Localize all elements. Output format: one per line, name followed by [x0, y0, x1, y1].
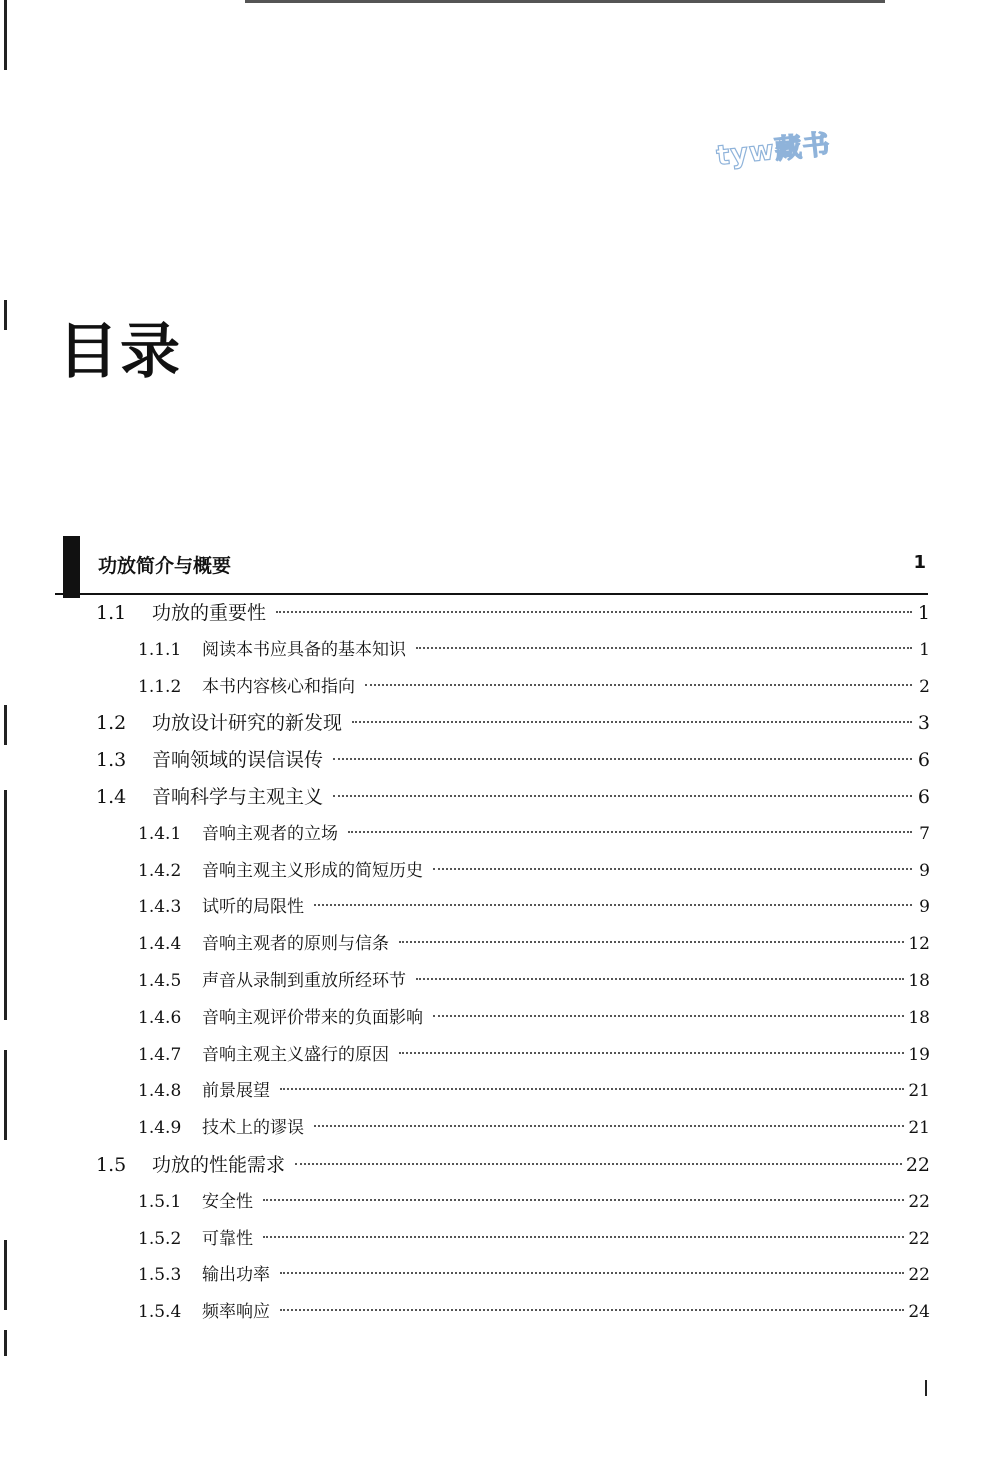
toc-section-entry[interactable] [96, 784, 930, 810]
toc-section-entry[interactable] [96, 600, 930, 626]
toc-entry-number: 1.4.7 [138, 1045, 182, 1065]
toc-entry-page: 7 [919, 824, 930, 844]
toc-entry-title: 可靠性 [202, 1229, 253, 1249]
toc-leader-dots [399, 1052, 904, 1054]
toc-entry-number: 1.4.4 [138, 934, 182, 954]
toc-subsection-entry[interactable] [138, 1042, 930, 1068]
chapter-page-number: 1 [913, 552, 926, 573]
toc-entry-page: 19 [908, 1045, 930, 1065]
toc-section-entry[interactable] [96, 710, 930, 736]
toc-leader-dots [433, 1015, 904, 1017]
toc-entry-page: 1 [919, 640, 930, 660]
toc-subsection-entry[interactable] [138, 1262, 930, 1288]
toc-entry-title: 音响主观者的立场 [202, 824, 338, 844]
toc-subsection-entry[interactable] [138, 1115, 930, 1141]
toc-leader-dots [333, 795, 912, 797]
toc-entry-title: 输出功率 [202, 1265, 270, 1285]
toc-leader-dots [280, 1088, 904, 1090]
toc-entry-title: 本书内容核心和指向 [202, 677, 355, 697]
toc-subsection-entry[interactable] [138, 1189, 930, 1215]
toc-entry-page: 18 [908, 971, 930, 991]
toc-leader-dots [280, 1272, 904, 1274]
toc-entry-title: 试听的局限性 [202, 897, 304, 917]
toc-entry-title: 音响主观者的原则与信条 [202, 934, 389, 954]
toc-leader-dots [314, 1125, 904, 1127]
toc-entry-title: 音响主观评价带来的负面影响 [202, 1008, 423, 1028]
toc-subsection-entry[interactable] [138, 1005, 930, 1031]
toc-entry-page: 22 [908, 1192, 930, 1212]
toc-subsection-entry[interactable] [138, 1226, 930, 1252]
toc-entry-number: 1.4.9 [138, 1118, 182, 1138]
toc-entry-number: 1.5.4 [138, 1302, 182, 1322]
toc-entry-number: 1.5.1 [138, 1192, 182, 1212]
toc-entry-page: 12 [908, 934, 930, 954]
toc-entry-title: 功放的重要性 [152, 602, 267, 624]
toc-subsection-entry[interactable] [138, 821, 930, 847]
toc-subsection-entry[interactable] [138, 674, 930, 700]
toc-leader-dots [365, 684, 912, 686]
toc-entry-number: 1.4.8 [138, 1081, 182, 1101]
toc-leader-dots [295, 1163, 902, 1165]
toc-leader-dots [399, 941, 904, 943]
toc-entry-page: 9 [919, 897, 930, 917]
toc-entry-title: 音响主观主义盛行的原因 [202, 1045, 389, 1065]
toc-leader-dots [333, 758, 912, 760]
toc-entry-page: 21 [908, 1118, 930, 1138]
toc-entry-title: 音响科学与主观主义 [152, 786, 324, 808]
page-marker [925, 1380, 927, 1396]
toc-subsection-entry[interactable] [138, 637, 930, 663]
toc-subsection-entry[interactable] [138, 931, 930, 957]
toc-leader-dots [314, 904, 912, 906]
toc-entry-title: 音响主观主义形成的简短历史 [202, 861, 423, 881]
toc-entry-number: 1.1.1 [138, 640, 182, 660]
watermark-stamp: tyw藏书 [715, 129, 833, 172]
toc-entry-number: 1.1 [96, 602, 127, 624]
toc-section-entry[interactable] [96, 1152, 930, 1178]
toc-entry-number: 1.4.5 [138, 971, 182, 991]
toc-subsection-entry[interactable] [138, 858, 930, 884]
toc-leader-dots [276, 611, 912, 613]
toc-leader-dots [416, 647, 912, 649]
toc-entry-page: 2 [919, 677, 930, 697]
toc-entry-page: 22 [905, 1154, 930, 1176]
toc-entry-number: 1.4.3 [138, 897, 182, 917]
toc-entry-title: 声音从录制到重放所经环节 [202, 971, 406, 991]
toc-entry-title: 频率响应 [202, 1302, 270, 1322]
toc-subsection-entry[interactable] [138, 894, 930, 920]
toc-entry-title: 阅读本书应具备的基本知识 [202, 640, 406, 660]
toc-leader-dots [263, 1236, 904, 1238]
toc-entry-title: 技术上的谬误 [202, 1118, 304, 1138]
toc-entry-number: 1.5 [96, 1154, 127, 1176]
chapter-title: 功放简介与概要 [98, 555, 232, 577]
toc-entry-number: 1.1.2 [138, 677, 182, 697]
toc-leader-dots [433, 868, 912, 870]
toc-entry-number: 1.5.3 [138, 1265, 182, 1285]
toc-leader-dots [416, 978, 904, 980]
toc-leader-dots [263, 1199, 904, 1201]
toc-subsection-entry[interactable] [138, 1299, 930, 1325]
toc-entry-page: 1 [917, 602, 930, 624]
toc-entry-page: 22 [908, 1265, 930, 1285]
toc-entry-page: 21 [908, 1081, 930, 1101]
toc-entry-title: 音响领域的误信误传 [152, 749, 324, 771]
toc-entry-page: 24 [908, 1302, 930, 1322]
toc-entry-page: 3 [917, 712, 930, 734]
toc-entry-page: 9 [919, 861, 930, 881]
toc-entry-number: 1.4 [96, 786, 127, 808]
toc-subsection-entry[interactable] [138, 968, 930, 994]
toc-entry-number: 1.3 [96, 749, 127, 771]
toc-entry-title: 安全性 [202, 1192, 253, 1212]
page-title: 目录 [58, 317, 182, 387]
toc-entry-number: 1.4.2 [138, 861, 182, 881]
toc-entry-title: 前景展望 [202, 1081, 270, 1101]
toc-entry-number: 1.5.2 [138, 1229, 182, 1249]
toc-entry-title: 功放设计研究的新发现 [152, 712, 343, 734]
toc-leader-dots [352, 721, 912, 723]
toc-entry-number: 1.4.6 [138, 1008, 182, 1028]
toc-entry-number: 1.4.1 [138, 824, 182, 844]
toc-entry-page: 6 [917, 786, 930, 808]
toc-subsection-entry[interactable] [138, 1078, 930, 1104]
toc-entry-page: 22 [908, 1229, 930, 1249]
toc-section-entry[interactable] [96, 747, 930, 773]
toc-entry-page: 6 [917, 749, 930, 771]
toc-entry-number: 1.2 [96, 712, 127, 734]
toc-leader-dots [280, 1309, 904, 1311]
toc-leader-dots [348, 831, 912, 833]
toc-entry-page: 18 [908, 1008, 930, 1028]
toc-entry-title: 功放的性能需求 [152, 1154, 286, 1176]
